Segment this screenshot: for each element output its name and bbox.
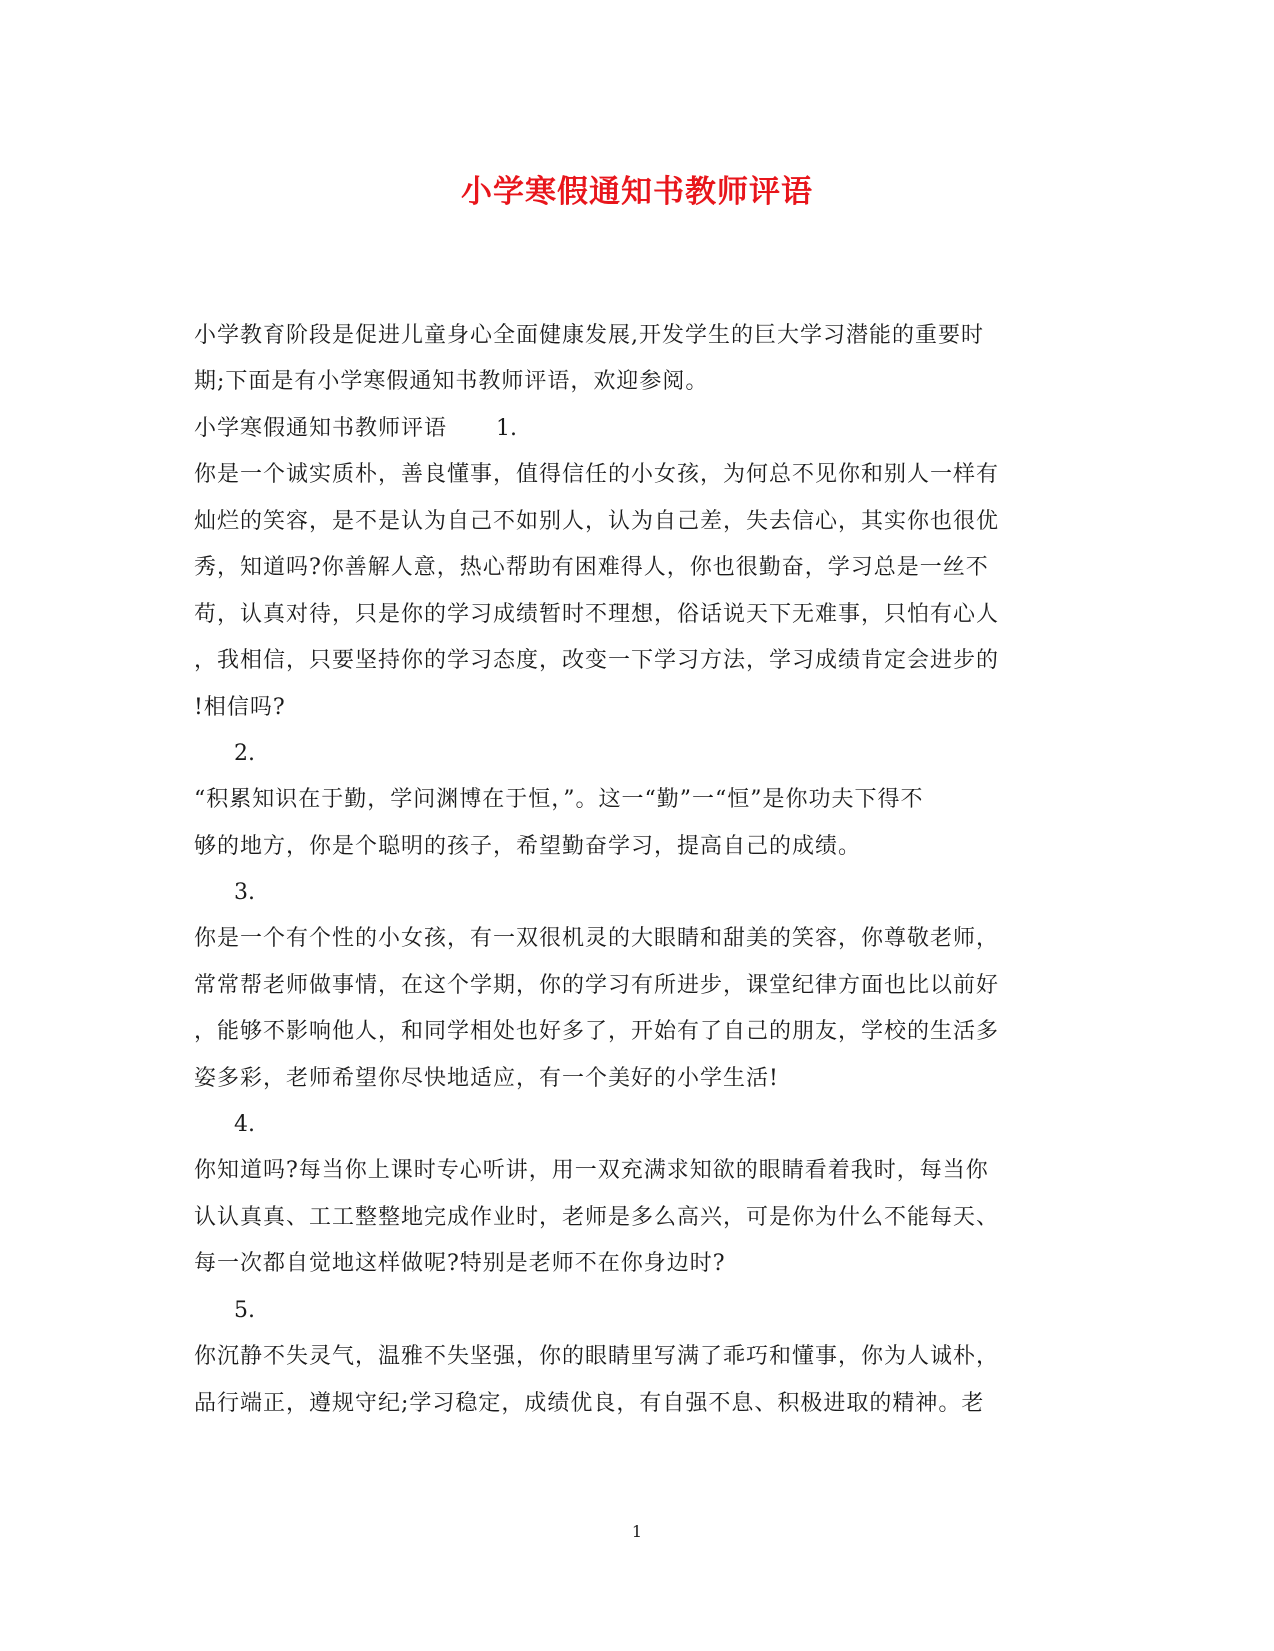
comment2-number: 2. [234,741,255,766]
comment4-number: 4. [234,1112,255,1137]
comment4-line-2: 认认真真、工工整整地完成作业时，老师是多么高兴，可是你为什么不能每天、 [194,1205,1000,1230]
comment4-line-3: 每一次都自觉地这样做呢?特别是老师不在你身边时? [194,1251,726,1276]
comment3-line-1: 你是一个有个性的小女孩，有一双很机灵的大眼睛和甜美的笑容，你尊敬老师， [194,926,1000,951]
comment3-number: 3. [234,880,255,905]
comment1-line-2: 灿烂的笑容，是不是认为自己不如别人，认为自己差，失去信心，其实你也很优 [194,509,1000,534]
section-heading: 小学寒假通知书教师评语 [194,416,448,441]
comment1-line-3: 秀，知道吗?你善解人意，热心帮助有困难得人，你也很勤奋，学习总是一丝不 [194,555,989,580]
comment5-line-1: 你沉静不失灵气，温雅不失坚强，你的眼睛里写满了乖巧和懂事，你为人诚朴， [194,1344,1000,1369]
intro-line-1: 小学教育阶段是促进儿童身心全面健康发展,开发学生的巨大学习潜能的重要时 [194,323,984,348]
comment3-line-4: 姿多彩，老师希望你尽快地适应，有一个美好的小学生活! [194,1066,779,1091]
comment1-line-1: 你是一个诚实质朴，善良懂事，值得信任的小女孩，为何总不见你和别人一样有 [194,462,1000,487]
comment1-line-5: ，我相信，只要坚持你的学习态度，改变一下学习方法，学习成绩肯定会进步的 [194,648,1000,673]
comment2-line-2: 够的地方，你是个聪明的孩子，希望勤奋学习，提高自己的成绩。 [194,834,862,859]
comment5-line-2: 品行端正，遵规守纪;学习稳定，成绩优良，有自强不息、积极进取的精神。老 [194,1391,985,1416]
comment5-number: 5. [234,1298,255,1323]
section-heading-number: 1. [496,416,517,441]
comment1-line-4: 苟，认真对待，只是你的学习成绩暂时不理想，俗话说天下无难事，只怕有心人 [194,602,1000,627]
comment3-line-2: 常常帮老师做事情，在这个学期，你的学习有所进步，课堂纪律方面也比以前好 [194,973,1000,998]
page-number: 1 [631,1522,643,1541]
comment4-line-1: 你知道吗?每当你上课时专心听讲，用一双充满求知欲的眼睛看着我时，每当你 [194,1158,989,1183]
intro-line-2: 期;下面是有小学寒假通知书教师评语，欢迎参阅。 [194,369,709,394]
comment3-line-3: ，能够不影响他人，和同学相处也好多了，开始有了自己的朋友，学校的生活多 [194,1019,1000,1044]
comment2-line-1: “积累知识在于勤，学问渊博在于恒，”。这一“勤”一“恒”是你功夫下得不 [194,787,924,812]
comment1-line-6: !相信吗? [194,695,286,720]
document-title: 小学寒假通知书教师评语 [461,174,813,210]
